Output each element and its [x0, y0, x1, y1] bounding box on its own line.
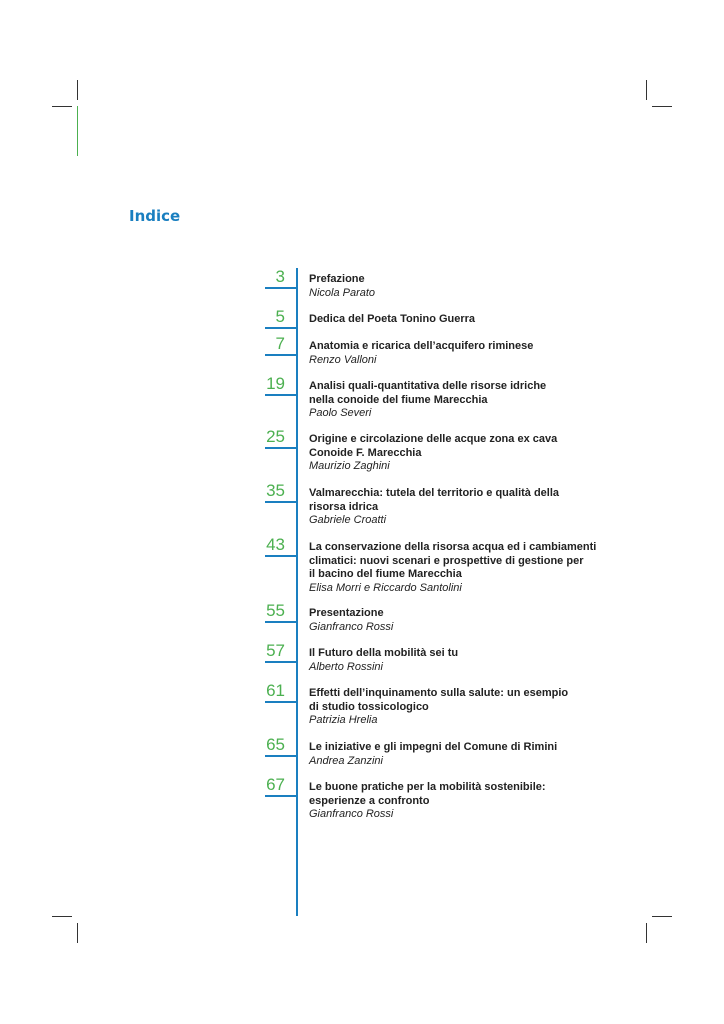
- toc-entry-text: [309, 541, 609, 595]
- toc-page-number: 7: [275, 334, 285, 353]
- toc-entry-author: Renzo Valloni: [309, 353, 377, 366]
- toc-entry-text: [309, 781, 609, 822]
- toc-entry-title: Analisi quali-quantitativa delle risorse idriche: [309, 380, 547, 392]
- toc-number-underline: [265, 755, 296, 757]
- toc-entry-author: Gianfranco Rossi: [309, 808, 394, 820]
- toc-entry-text: [309, 380, 609, 421]
- toc-number-underline: [265, 394, 296, 396]
- toc-entry-title: il bacino del fiume Marecchia: [309, 568, 462, 580]
- toc-number-underline: [265, 354, 296, 356]
- toc-number-underline: [265, 621, 296, 623]
- toc-number-underline: [265, 701, 296, 703]
- toc-entry-author: Gianfranco Rossi: [309, 620, 394, 633]
- toc-entry-title: Valmarecchia: tutela del territorio e qualità della: [309, 487, 560, 499]
- toc-number-underline: [265, 501, 296, 503]
- green-margin-bar: [77, 106, 78, 156]
- toc-entry-text: [309, 741, 609, 768]
- toc-entry-author: Alberto Rossini: [309, 660, 383, 673]
- toc-entry-author: Maurizio Zaghini: [309, 460, 390, 472]
- toc-page-number: 35: [266, 481, 285, 500]
- toc-entry-text: [309, 687, 609, 728]
- toc-entry-author: Paolo Severi: [309, 407, 372, 419]
- toc-entry-title: climatici: nuovi scenari e prospettive di gestione per: [309, 554, 584, 567]
- toc-entry-text: [309, 607, 609, 634]
- toc-number-underline: [265, 795, 296, 797]
- crop-mark: [52, 916, 72, 917]
- toc-entry-author: Nicola Parato: [309, 286, 376, 299]
- toc-page-number: 25: [266, 427, 285, 446]
- toc-entry-text: [309, 273, 609, 300]
- toc-entry-title: Conoide F. Marecchia: [309, 446, 422, 459]
- crop-mark: [652, 106, 672, 107]
- page-title: Indice: [129, 207, 181, 225]
- crop-mark: [77, 80, 78, 100]
- toc-entry-title: Le buone pratiche per la mobilità sostenibile:: [309, 781, 546, 793]
- toc-number-underline: [265, 447, 296, 449]
- toc-entry-text: [309, 433, 609, 474]
- toc-number-underline: [265, 555, 296, 557]
- toc-page-number: 57: [266, 641, 285, 660]
- toc-entry-title: di studio tossicologico: [309, 700, 429, 713]
- toc-entry-title: Origine e circolazione delle acque zona ex cava: [309, 433, 558, 445]
- toc-entry-title: nella conoide del fiume Marecchia: [309, 393, 488, 406]
- toc-entry-title: risorsa idrica: [309, 500, 379, 513]
- toc-entry-title: Anatomia e ricarica dell’acquifero riminese: [309, 340, 534, 352]
- toc-entry-title: Dedica del Poeta Tonino Guerra: [309, 313, 476, 325]
- toc-entry-author: Elisa Morri e Riccardo Santolini: [309, 581, 462, 594]
- toc-entry-title: Presentazione: [309, 607, 384, 619]
- toc-entry-text: [309, 313, 609, 327]
- toc-page-number: 67: [266, 775, 285, 794]
- crop-mark: [52, 106, 72, 107]
- toc-vertical-rule: [296, 268, 298, 916]
- crop-mark: [646, 80, 647, 100]
- toc-number-underline: [265, 287, 296, 289]
- toc-entry-title: Effetti dell’inquinamento sulla salute: un esempio: [309, 687, 569, 699]
- toc-page-number: 43: [266, 535, 285, 554]
- toc-page-number: 65: [266, 735, 285, 754]
- toc-entry-author: Andrea Zanzini: [309, 754, 383, 767]
- toc-entry-author: Patrizia Hrelia: [309, 714, 378, 726]
- toc-entry-title: La conservazione della risorsa acqua ed i cambiamenti: [309, 541, 597, 553]
- toc-entry-title: Prefazione: [309, 273, 365, 285]
- crop-mark: [652, 916, 672, 917]
- toc-entry-text: [309, 647, 609, 674]
- toc-number-underline: [265, 661, 296, 663]
- toc-entry-title: Le iniziative e gli impegni del Comune di Rimini: [309, 741, 558, 753]
- toc-page-number: 5: [275, 307, 285, 326]
- crop-mark: [77, 923, 78, 943]
- toc-entry-title: Il Futuro della mobilità sei tu: [309, 647, 459, 659]
- toc-page-number: 3: [275, 267, 285, 286]
- toc-entry-text: [309, 340, 609, 367]
- toc-page-number: 55: [266, 601, 285, 620]
- toc-number-underline: [265, 327, 296, 329]
- toc-entry-author: Gabriele Croatti: [309, 514, 387, 526]
- toc-page-number: 61: [266, 681, 285, 700]
- toc-entry-title: esperienze a confronto: [309, 794, 430, 807]
- toc-page-number: 19: [266, 374, 285, 393]
- toc-entry-text: [309, 487, 609, 528]
- crop-mark: [646, 923, 647, 943]
